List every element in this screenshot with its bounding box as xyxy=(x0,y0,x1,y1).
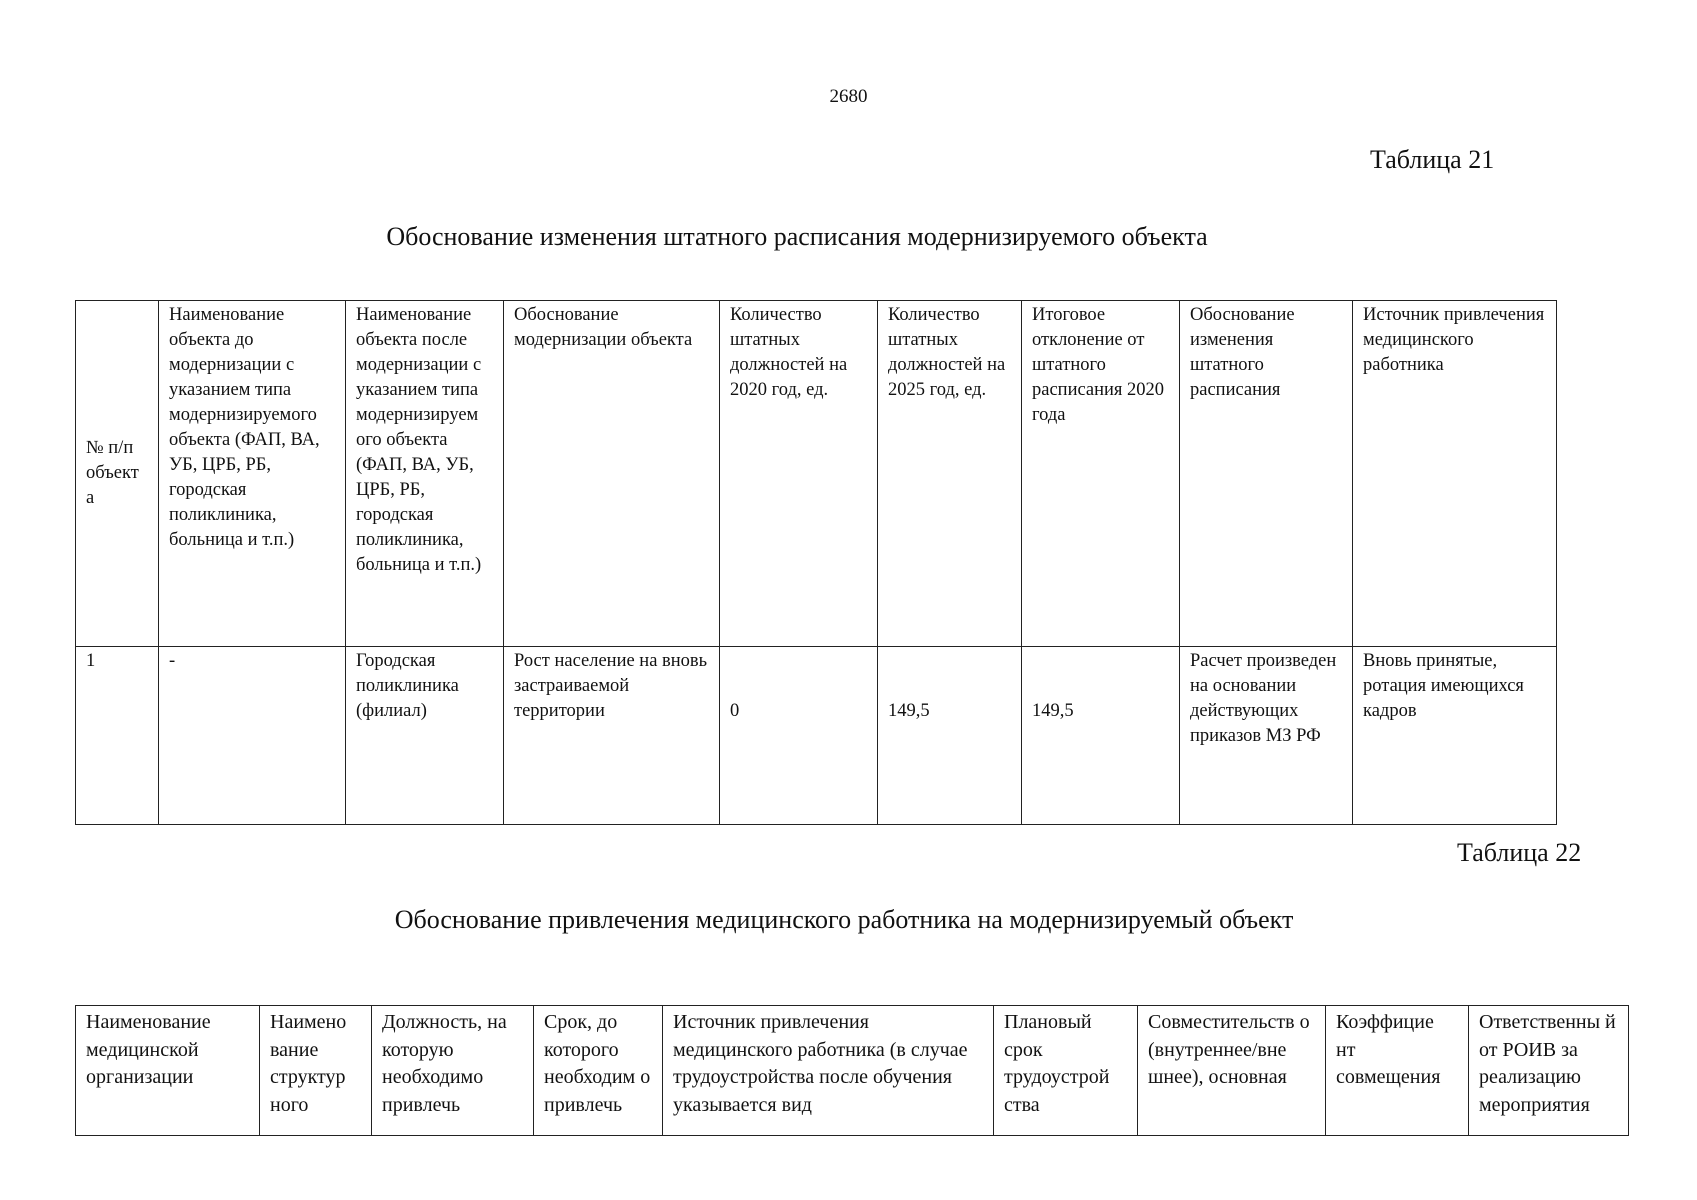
table-22-title: Обоснование привлечения медицинского работника на модернизируемый объект xyxy=(394,905,1294,934)
table-22-label: Таблица 22 xyxy=(1457,838,1582,867)
table-21-cell: 149,5 xyxy=(878,647,1022,825)
table-22-header-cell: Ответственны й от РОИВ за реализацию мероприятия xyxy=(1469,1006,1629,1136)
table-22-header-row xyxy=(76,1006,1629,1136)
table-21-header-cell: Итоговое отклонение от штатного расписания 2020 года xyxy=(1022,301,1180,647)
table-22-header-cell: Должность, на которую необходимо привлечь xyxy=(372,1006,534,1136)
table-21-header-cell: № п/п объект а xyxy=(76,301,159,647)
table-22-header-cell: Срок, до которого необходим о привлечь xyxy=(534,1006,663,1136)
table-22-header-cell: Совместительств о (внутреннее/вне шнее), основная xyxy=(1138,1006,1326,1136)
page-number: 2680 xyxy=(829,86,868,107)
table-22-header-cell: Наименование медицинской организации xyxy=(76,1006,260,1136)
table-21-cell: 1 xyxy=(76,647,159,825)
table-21-header-cell: Наименование объекта после модернизации с указанием типа модернизируем ого объекта (ФАП, ВА, УБ, ЦРБ, РБ, городская поликлиника, больница и т.п.) xyxy=(346,301,504,647)
table-22-header-cell: Источник привлечения медицинского работника (в случае трудоустройства после обучения указывается вид xyxy=(663,1006,994,1136)
table-21-cell: Рост население на вновь застраиваемой территории xyxy=(504,647,720,825)
table-21-cell: 0 xyxy=(720,647,878,825)
table-21-header-cell: Обоснование изменения штатного расписания xyxy=(1180,301,1353,647)
table-22-header-cell: Коэффицие нт совмещения xyxy=(1326,1006,1469,1136)
table-21-header-cell: Источник привлечения медицинского работника xyxy=(1353,301,1557,647)
table-21-header-cell: Количество штатных должностей на 2020 год, ед. xyxy=(720,301,878,647)
table-21-header-cell: Обоснование модернизации объекта xyxy=(504,301,720,647)
table-21-title: Обоснование изменения штатного расписания модернизируемого объекта xyxy=(386,222,1208,251)
table-21-cell: Городская поликлиника (филиал) xyxy=(346,647,504,825)
table-22-header-cell: Плановый срок трудоустрой ства xyxy=(994,1006,1138,1136)
table-21-cell: 149,5 xyxy=(1022,647,1180,825)
table-21 xyxy=(75,300,1557,825)
table-22-header-cell: Наимено вание структур ного xyxy=(260,1006,372,1136)
table-21-cell: Вновь принятые, ротация имеющихся кадров xyxy=(1353,647,1557,825)
table-21-cell: Расчет произведен на основании действующих приказов МЗ РФ xyxy=(1180,647,1353,825)
table-21-label: Таблица 21 xyxy=(1370,145,1495,174)
table-21-header-row xyxy=(76,301,1557,647)
table-21-header-cell: Наименование объекта до модернизации с указанием типа модернизируемого объекта (ФАП, ВА, УБ, ЦРБ, РБ, городская поликлиника, больница и т.п.) xyxy=(159,301,346,647)
table-row xyxy=(76,647,1557,825)
table-21-cell: - xyxy=(159,647,346,825)
table-21-header-cell: Количество штатных должностей на 2025 год, ед. xyxy=(878,301,1022,647)
table-22 xyxy=(75,1005,1629,1136)
